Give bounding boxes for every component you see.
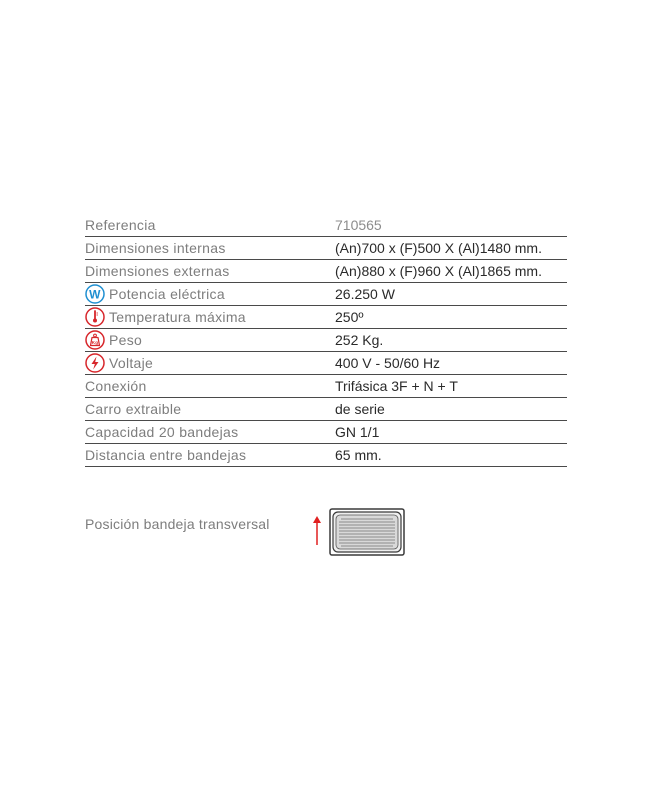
spec-value: 400 V - 50/60 Hz (335, 352, 567, 375)
power-w-icon (85, 284, 105, 304)
spec-value: 26.250 W (335, 283, 567, 306)
thermometer-icon (85, 307, 105, 327)
spec-label: Referencia (85, 214, 335, 237)
spec-row-voltaje (85, 352, 567, 375)
gastronorm-tray-icon (329, 508, 405, 556)
spec-row-capacidad (85, 421, 567, 444)
spec-label: Conexión (85, 375, 335, 398)
svg-text:W: W (89, 287, 101, 302)
spec-label: Voltaje (109, 355, 154, 371)
spec-value: GN 1/1 (335, 421, 567, 444)
spec-row-carro (85, 398, 567, 421)
spec-row-peso (85, 329, 567, 352)
spec-label: Dimensiones internas (85, 237, 335, 260)
spec-label: Capacidad 20 bandejas (85, 421, 335, 444)
spec-value: 65 mm. (335, 444, 567, 467)
spec-value: (An)700 x (F)500 X (Al)1480 mm. (335, 237, 567, 260)
lightning-icon (85, 353, 105, 373)
spec-row-dimensiones-externas (85, 260, 567, 283)
spec-value: 250º (335, 306, 567, 329)
spec-value: 710565 (335, 214, 567, 237)
spec-label: Temperatura máxima (109, 309, 246, 325)
svg-text:Kg: Kg (91, 340, 99, 345)
spec-label: Distancia entre bandejas (85, 444, 335, 467)
spec-row-temperatura (85, 306, 567, 329)
weight-kg-icon (85, 330, 105, 350)
spec-value: Trifásica 3F + N + T (335, 375, 567, 398)
spec-label: Peso (109, 332, 143, 348)
spec-value: de serie (335, 398, 567, 421)
spec-value: 252 Kg. (335, 329, 567, 352)
spec-label: Potencia eléctrica (109, 286, 225, 302)
spec-row-potencia (85, 283, 567, 306)
spec-value: (An)880 x (F)960 X (Al)1865 mm. (335, 260, 567, 283)
spec-row-conexion (85, 375, 567, 398)
spec-label: Carro extraible (85, 398, 335, 421)
spec-row-dimensiones-internas (85, 237, 567, 260)
spec-row-referencia (85, 214, 567, 237)
spec-table (85, 214, 567, 467)
spec-row-distancia (85, 444, 567, 467)
tray-position-label: Posición bandeja transversal (85, 516, 270, 532)
up-arrow-icon (311, 514, 323, 546)
tray-position-row (85, 516, 270, 532)
spec-label: Dimensiones externas (85, 260, 335, 283)
